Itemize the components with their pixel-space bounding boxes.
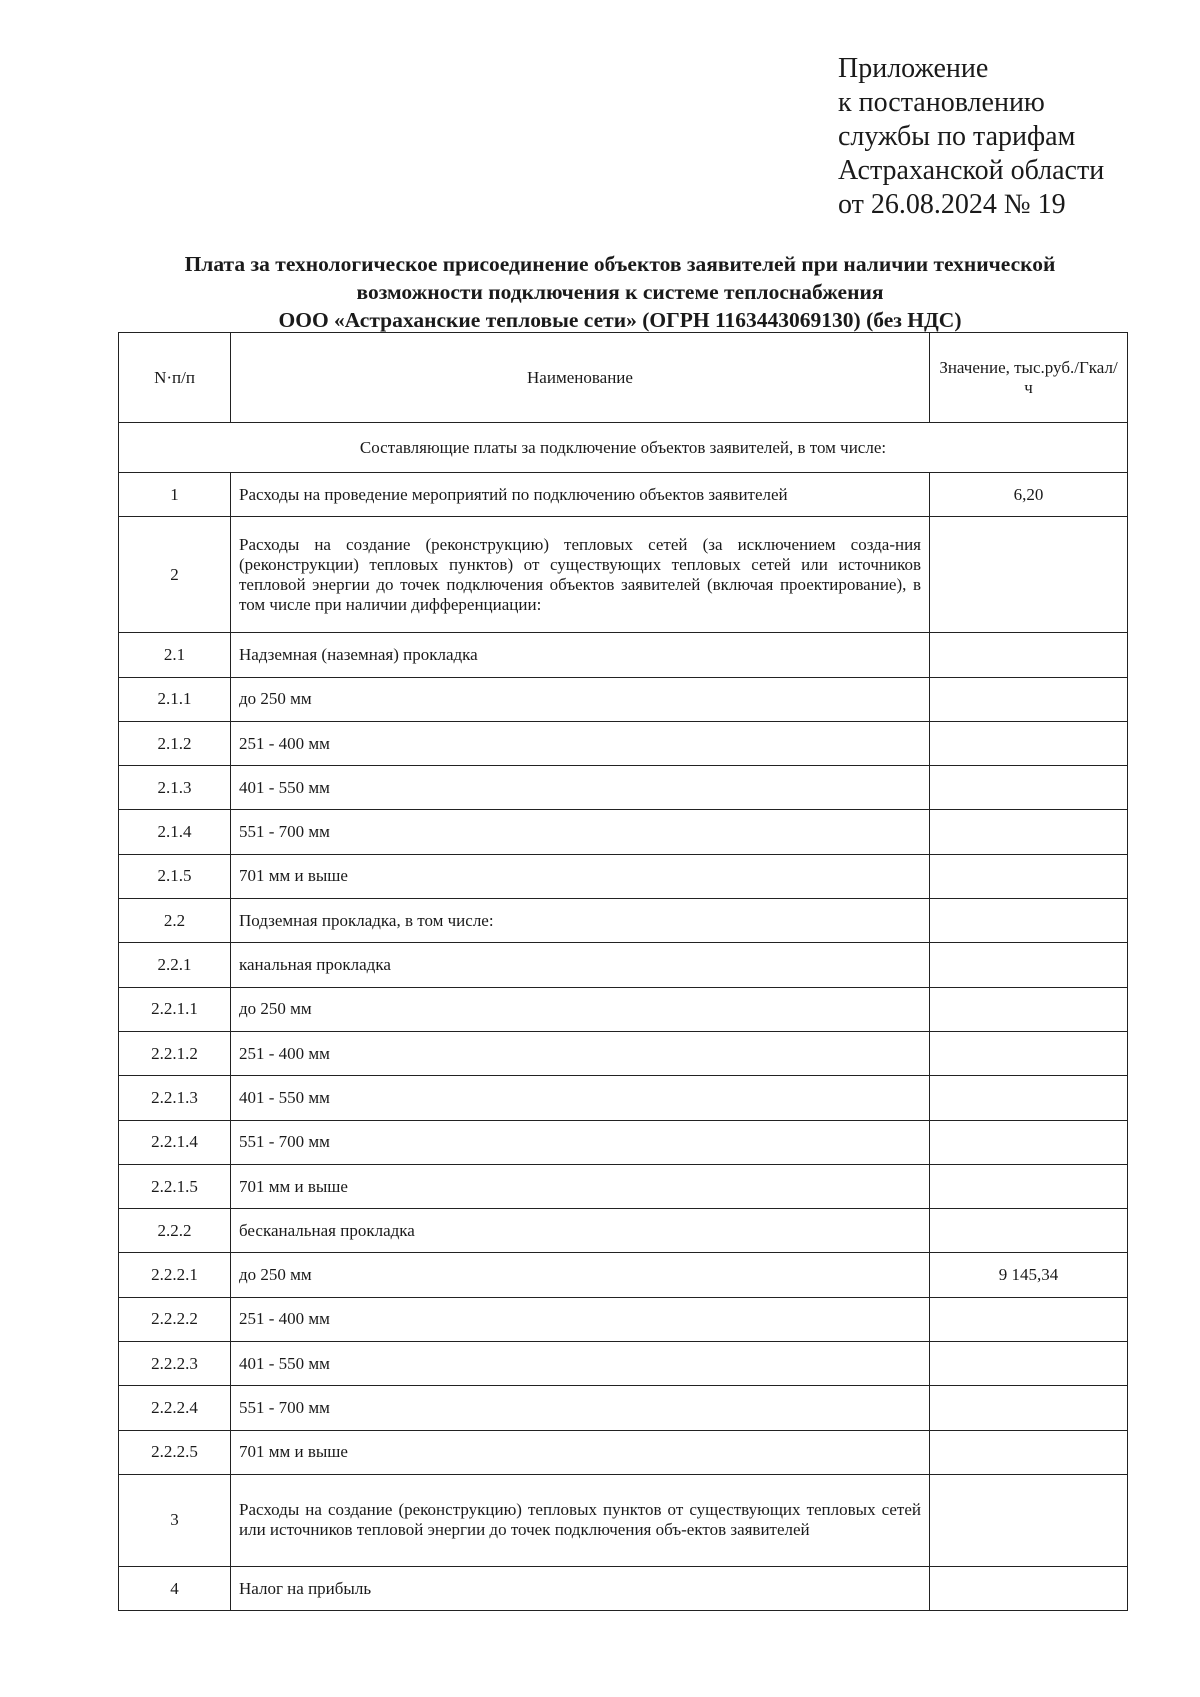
row-value: [930, 1566, 1128, 1610]
row-value: [930, 1342, 1128, 1386]
row-number: 2.2.2.2: [119, 1297, 231, 1341]
table-row: [119, 1209, 1128, 1253]
row-value: [930, 943, 1128, 987]
row-value: [930, 1031, 1128, 1075]
table-row: [119, 1386, 1128, 1430]
appendix-line: к постановлению: [838, 87, 1045, 118]
row-name: до 250 мм: [231, 677, 930, 721]
row-value: [930, 721, 1128, 765]
table-row: [119, 899, 1128, 943]
row-name: канальная прокладка: [231, 943, 930, 987]
table-row: [119, 1430, 1128, 1474]
row-value: [930, 1297, 1128, 1341]
title-line: возможности подключения к системе теплоснабжения: [356, 280, 884, 304]
row-name: Надземная (наземная) прокладка: [231, 633, 930, 677]
section-title: Составляющие платы за подключение объектов заявителей, в том числе:: [119, 423, 1128, 473]
table-row: [119, 517, 1128, 633]
row-value: [930, 766, 1128, 810]
table-row: [119, 677, 1128, 721]
table-row: [119, 473, 1128, 517]
row-value: [930, 633, 1128, 677]
document-title: [110, 250, 1130, 334]
table-row: [119, 1342, 1128, 1386]
table-row: [119, 766, 1128, 810]
row-number: 2.2.1.2: [119, 1031, 231, 1075]
row-value: [930, 677, 1128, 721]
table-row: [119, 1076, 1128, 1120]
row-value: 6,20: [930, 473, 1128, 517]
row-value: [930, 810, 1128, 854]
row-value: [930, 517, 1128, 633]
row-number: 3: [119, 1474, 231, 1566]
header-num: N·п/п: [119, 333, 231, 423]
row-number: 2.2.2: [119, 1209, 231, 1253]
row-name: 551 - 700 мм: [231, 1386, 930, 1430]
row-value: [930, 1430, 1128, 1474]
row-name: 701 мм и выше: [231, 854, 930, 898]
tariff-table: [118, 332, 1128, 1611]
row-name: 701 мм и выше: [231, 1430, 930, 1474]
row-name: 551 - 700 мм: [231, 810, 930, 854]
row-name: Расходы на проведение мероприятий по подключению объектов заявителей: [231, 473, 930, 517]
table-row: [119, 1164, 1128, 1208]
row-number: 2.2.2.3: [119, 1342, 231, 1386]
row-number: 2: [119, 517, 231, 633]
row-name: 401 - 550 мм: [231, 1342, 930, 1386]
row-number: 4: [119, 1566, 231, 1610]
table-row: [119, 1297, 1128, 1341]
table-row: [119, 943, 1128, 987]
row-name: 401 - 550 мм: [231, 766, 930, 810]
table-row: [119, 1253, 1128, 1297]
appendix-block: [838, 52, 1104, 222]
row-value: [930, 1209, 1128, 1253]
row-name: 251 - 400 мм: [231, 1031, 930, 1075]
row-value: [930, 899, 1128, 943]
row-name: 701 мм и выше: [231, 1164, 930, 1208]
row-value: [930, 1076, 1128, 1120]
table-row: [119, 1120, 1128, 1164]
row-number: 2.1.3: [119, 766, 231, 810]
section-row: [119, 423, 1128, 473]
appendix-line: службы по тарифам: [838, 121, 1076, 152]
row-name: Расходы на создание (реконструкцию) тепловых пунктов от существующих тепловых сетей или источников тепловой энергии до точек подключения объ-ектов заявителей: [231, 1474, 930, 1566]
row-value: [930, 854, 1128, 898]
table-row: [119, 1031, 1128, 1075]
row-name: Подземная прокладка, в том числе:: [231, 899, 930, 943]
row-number: 2.2: [119, 899, 231, 943]
table-row: [119, 987, 1128, 1031]
row-number: 2.2.1.3: [119, 1076, 231, 1120]
table-row: [119, 810, 1128, 854]
row-value: 9 145,34: [930, 1253, 1128, 1297]
header-value: Значение, тыс.руб./Гкал/ч: [930, 333, 1128, 423]
row-name: до 250 мм: [231, 987, 930, 1031]
appendix-line: Приложение: [838, 53, 989, 84]
table-row: [119, 1566, 1128, 1610]
row-value: [930, 1120, 1128, 1164]
row-number: 2.1: [119, 633, 231, 677]
row-number: 2.1.2: [119, 721, 231, 765]
row-name: 551 - 700 мм: [231, 1120, 930, 1164]
row-number: 2.2.2.1: [119, 1253, 231, 1297]
row-name: 251 - 400 мм: [231, 1297, 930, 1341]
row-name: 401 - 550 мм: [231, 1076, 930, 1120]
title-line: ООО «Астраханские тепловые сети» (ОГРН 1163443069130) (без НДС): [278, 308, 962, 332]
appendix-line: Астраханской области: [838, 155, 1105, 186]
row-value: [930, 987, 1128, 1031]
table-row: [119, 1474, 1128, 1566]
row-number: 2.1.1: [119, 677, 231, 721]
row-name: Расходы на создание (реконструкцию) тепловых сетей (за исключением созда-ния (реконструкции) тепловых пунктов) от существующих тепловых сетей или источников тепловой энергии до точек подключения объектов заявителей (включая проектирование), в том числе при наличии дифференциации:: [231, 517, 930, 633]
table-row: [119, 721, 1128, 765]
row-number: 2.2.1.1: [119, 987, 231, 1031]
row-name: до 250 мм: [231, 1253, 930, 1297]
table-header-row: [119, 333, 1128, 423]
row-number: 2.2.1.4: [119, 1120, 231, 1164]
appendix-line: от 26.08.2024 № 19: [838, 189, 1066, 220]
header-name: Наименование: [231, 333, 930, 423]
title-line: Плата за технологическое присоединение объектов заявителей при наличии технической: [184, 252, 1056, 276]
table-row: [119, 854, 1128, 898]
row-number: 2.2.2.5: [119, 1430, 231, 1474]
table-row: [119, 633, 1128, 677]
row-value: [930, 1164, 1128, 1208]
row-number: 1: [119, 473, 231, 517]
row-name: бесканальная прокладка: [231, 1209, 930, 1253]
row-number: 2.1.5: [119, 854, 231, 898]
row-number: 2.2.1: [119, 943, 231, 987]
row-name: 251 - 400 мм: [231, 721, 930, 765]
row-name: Налог на прибыль: [231, 1566, 930, 1610]
row-number: 2.2.2.4: [119, 1386, 231, 1430]
row-number: 2.2.1.5: [119, 1164, 231, 1208]
row-value: [930, 1474, 1128, 1566]
row-value: [930, 1386, 1128, 1430]
row-number: 2.1.4: [119, 810, 231, 854]
